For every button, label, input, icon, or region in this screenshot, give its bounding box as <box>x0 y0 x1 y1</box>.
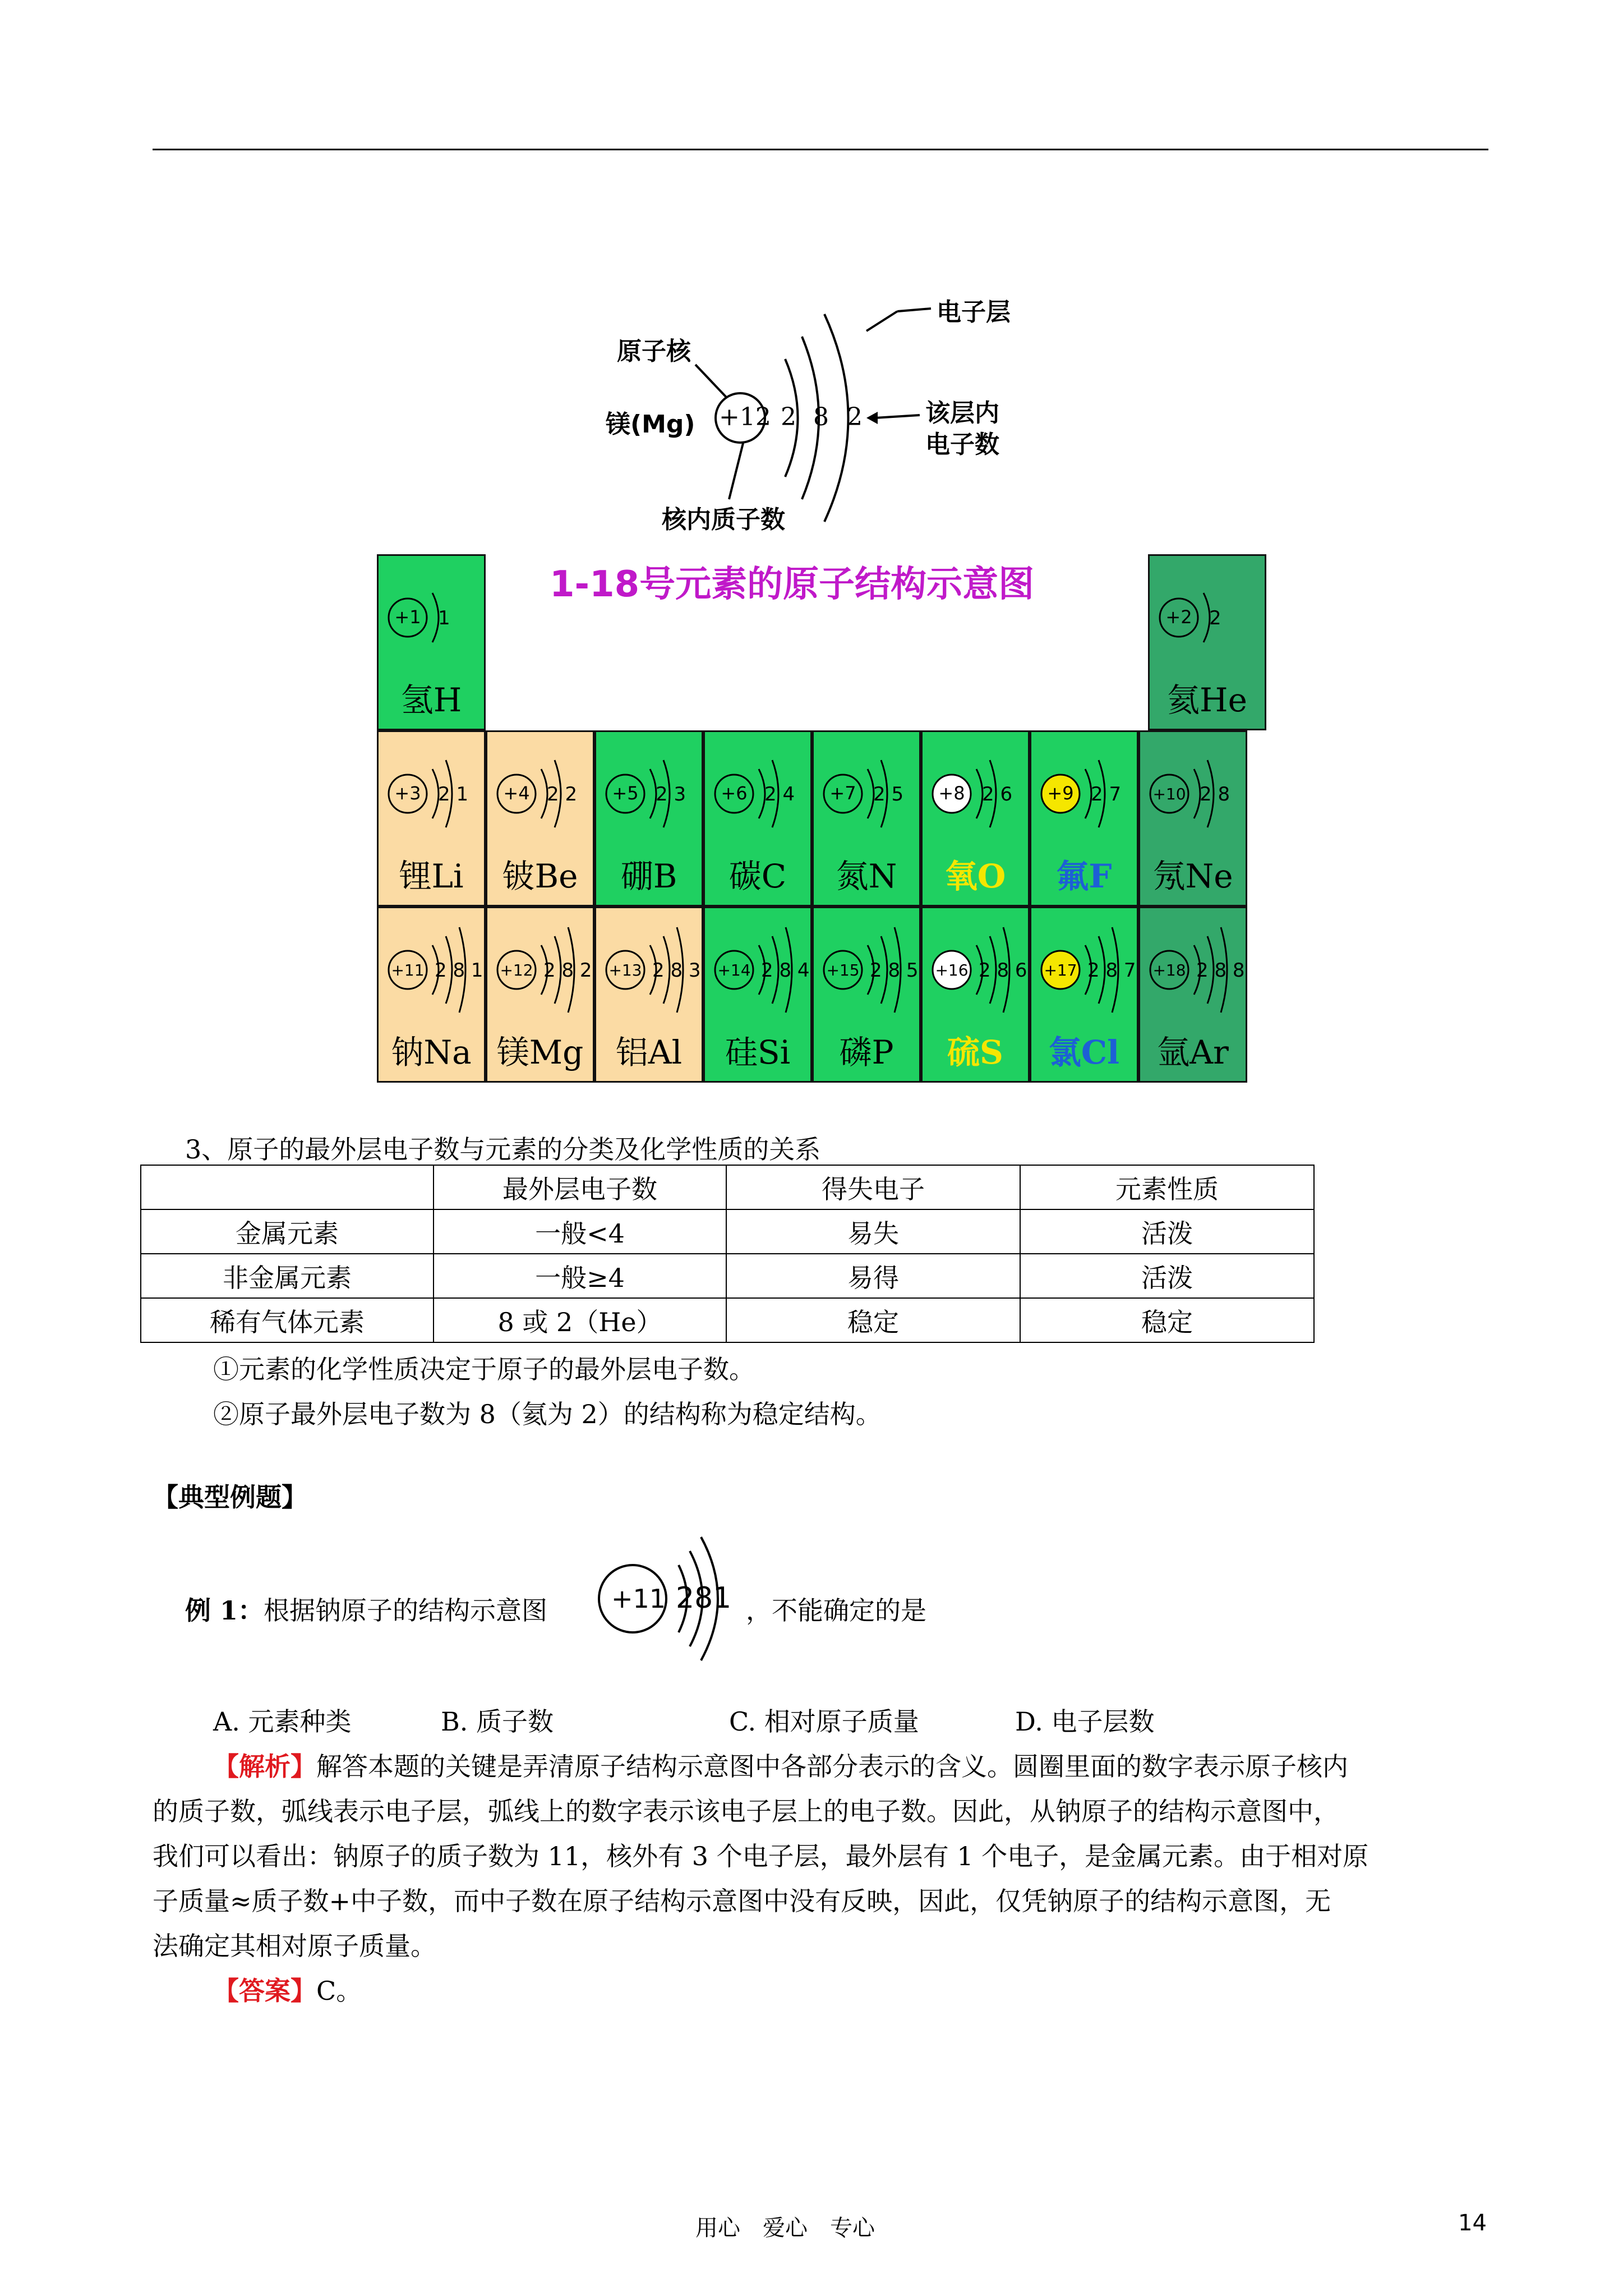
analysis-first: 解答本题的关键是弄清原子结构示意图中各部分表示的含义。圆圈里面的数字表示原子核内 <box>316 1751 1348 1782</box>
atom-graphic <box>814 908 923 1032</box>
element-cell <box>703 730 812 907</box>
na-charge: +11 <box>611 1584 666 1614</box>
example-heading: 【典型例题】 <box>153 1482 307 1512</box>
element-name: 钠Na <box>391 1033 472 1071</box>
note-1: ①元素的化学性质决定于原子的最外层电子数。 <box>213 1354 755 1384</box>
element-name: 铍Be <box>502 857 578 895</box>
table-row <box>141 1209 1314 1254</box>
table-header-cell <box>141 1165 434 1209</box>
element-cell <box>594 907 703 1083</box>
atom-charge: +18 <box>1152 961 1186 979</box>
table-cell: 活泼 <box>1020 1254 1314 1298</box>
nucleus-value: +12 <box>719 403 771 431</box>
atom-shells: 2 8 3 <box>652 959 701 982</box>
electron-count-1: 2 <box>781 403 796 431</box>
table-header-cell: 元素性质 <box>1020 1165 1314 1209</box>
note-2: ②原子最外层电子数为 8（氦为 2）的结构称为稳定结构。 <box>213 1399 882 1429</box>
atom-shells: 2 1 <box>438 783 469 806</box>
element-name: 镁Mg <box>496 1033 584 1071</box>
option-b: B. 质子数 <box>441 1706 554 1737</box>
atom-graphic <box>379 732 487 855</box>
na-structure-diagram <box>594 1515 763 1683</box>
answer-tag: 【答案】 <box>213 1976 316 2006</box>
question-text: 根据钠原子的结构示意图 <box>264 1595 548 1626</box>
table-cell: 稀有气体元素 <box>141 1298 434 1342</box>
element-cell <box>486 907 594 1083</box>
atom-charge: +15 <box>826 961 860 979</box>
table-cell: 易失 <box>726 1209 1020 1254</box>
mg-structure-diagram <box>561 280 1066 539</box>
analysis-line-1 <box>213 1746 1348 1783</box>
shell-label: 电子层 <box>937 298 1011 326</box>
atom-shells: 1 <box>438 607 450 629</box>
table-cell: 非金属元素 <box>141 1254 434 1298</box>
element-cell <box>1148 554 1266 730</box>
atom-graphic <box>487 908 596 1032</box>
element-cell <box>486 730 594 907</box>
element-name: 锂Li <box>399 857 464 895</box>
atom-shells: 2 7 <box>1091 783 1122 806</box>
atom-charge: +3 <box>394 783 421 804</box>
table-cell: 稳定 <box>726 1298 1020 1342</box>
option-a: A. 元素种类 <box>213 1706 352 1737</box>
answer-text: C。 <box>316 1976 362 2006</box>
table-cell: 活泼 <box>1020 1209 1314 1254</box>
table-cell: 8 或 2（He） <box>434 1298 726 1342</box>
atom-graphic <box>379 908 487 1032</box>
element-label: 镁(Mg) <box>606 410 695 439</box>
element-name: 氩Ar <box>1157 1033 1229 1071</box>
atom-shells: 2 8 2 <box>543 959 592 982</box>
table-cell: 一般≥4 <box>434 1254 726 1298</box>
nucleus-label: 原子核 <box>617 337 691 366</box>
element-cell <box>377 730 486 907</box>
element-cell <box>921 730 1030 907</box>
table-header-cell: 得失电子 <box>726 1165 1020 1209</box>
atom-shells: 2 8 4 <box>761 959 810 982</box>
atom-graphic <box>923 732 1031 855</box>
table-row <box>141 1254 1314 1298</box>
table-title: 1-18号元素的原子结构示意图 <box>550 564 1035 605</box>
atom-charge: +2 <box>1165 606 1192 628</box>
element-cell <box>594 730 703 907</box>
element-name: 氦He <box>1167 681 1247 719</box>
footer-motto: 用心 爱心 专心 <box>695 2215 875 2241</box>
element-cell <box>1138 730 1247 907</box>
element-name: 氧O <box>944 857 1006 895</box>
atom-charge: +1 <box>394 606 421 628</box>
element-name: 氖Ne <box>1152 857 1233 895</box>
atom-graphic <box>1031 732 1140 855</box>
atom-shells: 2 <box>1209 607 1221 629</box>
electron-count-2: 8 <box>813 403 829 431</box>
atom-shells: 2 8 <box>1200 783 1230 806</box>
table-header-row <box>141 1165 1314 1209</box>
atom-graphic <box>487 732 596 855</box>
atom-graphic <box>1150 556 1258 679</box>
element-name: 氯Cl <box>1048 1033 1120 1071</box>
atom-graphic <box>596 732 705 855</box>
atom-shells: 2 2 <box>547 783 578 806</box>
element-cell <box>1030 907 1138 1083</box>
analysis-line: 子质量≈质子数+中子数，而中子数在原子结构示意图中没有反映，因此，仅凭钠原子的结构示意图，无 <box>153 1886 1331 1916</box>
question-after: ，不能确定的是 <box>746 1595 926 1626</box>
element-name: 硅Si <box>725 1033 791 1071</box>
element-name: 硫S <box>947 1033 1003 1071</box>
analysis-line: 的质子数，弧线表示电子层，弧线上的数字表示该电子层上的电子数。因此，从钠原子的结构示意图中， <box>153 1796 1339 1826</box>
element-name: 硼B <box>620 857 677 895</box>
atom-graphic <box>1031 908 1140 1032</box>
table-cell: 稳定 <box>1020 1298 1314 1342</box>
atom-shells: 2 8 5 <box>870 959 919 982</box>
element-name: 氮N <box>836 857 897 895</box>
atom-shells: 2 3 <box>656 783 686 806</box>
atom-graphic <box>1140 908 1249 1032</box>
atom-charge: +13 <box>608 961 642 979</box>
table-cell: 一般<4 <box>434 1209 726 1254</box>
atom-shells: 2 6 <box>982 783 1013 806</box>
header-rule <box>153 149 1488 150</box>
section3-heading: 3、原子的最外层电子数与元素的分类及化学性质的关系 <box>185 1134 821 1165</box>
atom-shells: 2 8 6 <box>979 959 1027 982</box>
count-label-line2: 电子数 <box>925 430 999 459</box>
atom-graphic <box>596 908 705 1032</box>
table-row <box>141 1298 1314 1342</box>
atom-shells: 2 8 1 <box>435 959 483 982</box>
element-cell <box>377 554 486 730</box>
atom-charge: +8 <box>938 783 965 804</box>
proton-label: 核内质子数 <box>662 505 785 534</box>
atom-shells: 2 8 8 <box>1196 959 1245 982</box>
element-name: 碳C <box>728 857 787 895</box>
question-line <box>185 1590 547 1627</box>
atom-graphic <box>705 732 814 855</box>
element-cell <box>1138 907 1247 1083</box>
option-c: C. 相对原子质量 <box>729 1706 919 1737</box>
element-name: 磷P <box>839 1033 894 1071</box>
element-name: 氢H <box>400 681 462 719</box>
element-cell <box>703 907 812 1083</box>
atom-charge: +14 <box>717 961 751 979</box>
atom-charge: +12 <box>500 961 533 979</box>
analysis-line: 法确定其相对原子质量。 <box>153 1931 436 1961</box>
table-cell: 金属元素 <box>141 1209 434 1254</box>
page-number: 14 <box>1458 2210 1487 2236</box>
relation-table <box>140 1165 1315 1343</box>
count-label-line1: 该层内 <box>925 399 999 427</box>
question-label: 例 1： <box>185 1595 264 1626</box>
atom-charge: +9 <box>1047 783 1074 804</box>
analysis-line: 我们可以看出：钠原子的质子数为 11，核外有 3 个电子层，最外层有 1 个电子，是金属元素。由于相对原 <box>153 1841 1369 1871</box>
option-d: D. 电子层数 <box>1015 1706 1155 1737</box>
atom-charge: +11 <box>391 961 425 979</box>
element-cell <box>1030 730 1138 907</box>
atom-shells: 2 5 <box>873 783 904 806</box>
element-name: 氟F <box>1056 857 1112 895</box>
atom-shells: 2 4 <box>764 783 795 806</box>
atom-graphic <box>705 908 814 1032</box>
atom-charge: +16 <box>935 961 969 979</box>
atom-graphic <box>923 908 1031 1032</box>
atom-charge: +4 <box>503 783 530 804</box>
atom-charge: +5 <box>612 783 639 804</box>
element-cell <box>921 907 1030 1083</box>
atom-graphic <box>814 732 923 855</box>
atom-charge: +10 <box>1152 785 1186 803</box>
element-cell <box>377 907 486 1083</box>
answer-line <box>213 1971 362 2008</box>
element-cell <box>812 907 921 1083</box>
electron-count-3: 2 <box>847 403 863 431</box>
na-shells: 281 <box>676 1581 732 1615</box>
element-name: 铝Al <box>615 1033 683 1071</box>
atom-charge: +17 <box>1044 961 1077 979</box>
atom-graphic <box>379 556 487 679</box>
table-cell: 易得 <box>726 1254 1020 1298</box>
analysis-tag: 【解析】 <box>213 1751 316 1782</box>
atom-shells: 2 8 7 <box>1087 959 1136 982</box>
element-cell <box>812 730 921 907</box>
atom-graphic <box>1140 732 1249 855</box>
table-header-cell: 最外层电子数 <box>434 1165 726 1209</box>
atom-charge: +6 <box>721 783 748 804</box>
atom-charge: +7 <box>829 783 856 804</box>
